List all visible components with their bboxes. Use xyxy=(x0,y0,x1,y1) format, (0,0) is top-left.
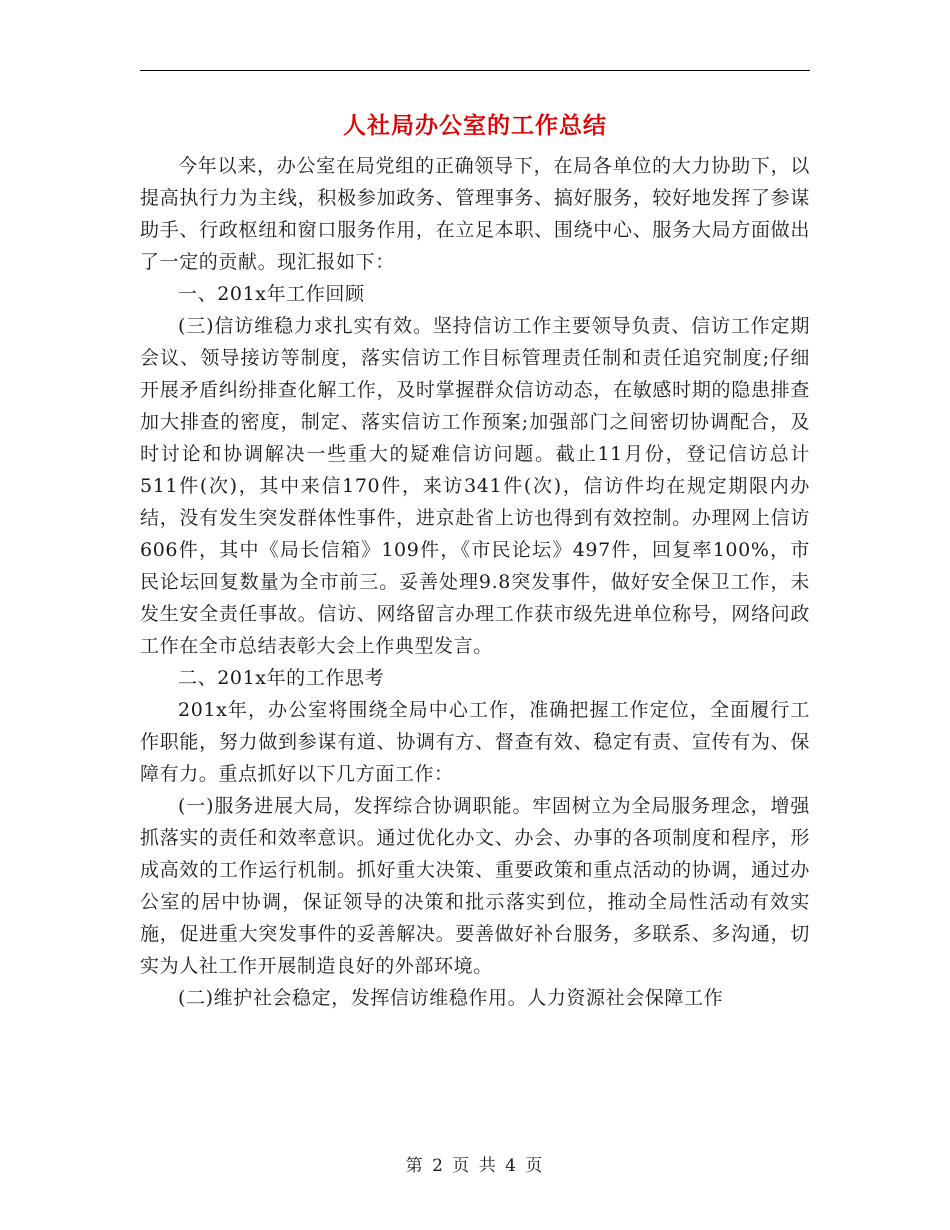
paragraph-petition: (三)信访维稳力求扎实有效。坚持信访工作主要领导负责、信访工作定期会议、领导接访等制度，落实信访工作目标管理责任制和责任追究制度;仔细开展矛盾纠纷排查化解工作，及时掌握群众信访动态，在敏感时期的隐患排查加大排查的密度，制定、落实信访工作预案;加强部门之间密切协调配合，及时讨论和协调解决一些重大的疑难信访问题。截止11月份，登记信访总计511件(次)，其中来信170件，来访341件(次)，信访件均在规定期限内办结，没有发生突发群体性事件，进京赴省上访也得到有效控制。办理网上信访606件，其中《局长信箱》109件，《市民论坛》497件，回复率100%，市民论坛回复数量为全市前三。妥善处理9.8突发事件，做好安全保卫工作，未发生安全责任事故。信访、网络留言办理工作获市级先进单位称号，网络问政工作在全市总结表彰大会上作典型发言。 xyxy=(140,315,810,657)
paragraph-service: (一)服务进展大局，发挥综合协调职能。牢固树立为全局服务理念，增强抓落实的责任和效率意识。通过优化办文、办会、办事的各项制度和程序，形成高效的工作运行机制。抓好重大决策、重要政策和重点活动的协调，通过办公室的居中协调，保证领导的决策和批示落实到位，推动全局性活动有效实施，促进重大突发事件的妥善解决。要善做好补台服务，多联系、多沟通，切实为人社工作开展制造良好的外部环境。 xyxy=(140,795,810,977)
document-title: 人社局办公室的工作总结 xyxy=(343,112,607,139)
page-footer xyxy=(140,1152,810,1180)
page-number-label: 第 2 页 共 4 页 xyxy=(405,1156,545,1176)
section-heading-review: 一、201x年工作回顾 xyxy=(178,283,365,305)
header-rule xyxy=(140,70,810,71)
document-body xyxy=(140,150,810,1014)
section-heading-thinking: 二、201x年的工作思考 xyxy=(178,667,385,689)
paragraph-intro: 今年以来，办公室在局党组的正确领导下，在局各单位的大力协助下，以提高执行力为主线，积极参加政务、管理事务、搞好服务，较好地发挥了参谋助手、行政枢纽和窗口服务作用，在立足本职、围绕中心、服务大局方面做出了一定的贡献。现汇报如下： xyxy=(140,155,810,273)
paragraph-stability: (二)维护社会稳定，发挥信访维稳作用。人力资源社会保障工作 xyxy=(178,987,724,1009)
paragraph-plan: 201x年，办公室将围绕全局中心工作，准确把握工作定位，全面履行工作职能，努力做到参谋有道、协调有方、督查有效、稳定有责、宣传有为、保障有力。重点抓好以下几方面工作： xyxy=(140,699,810,785)
